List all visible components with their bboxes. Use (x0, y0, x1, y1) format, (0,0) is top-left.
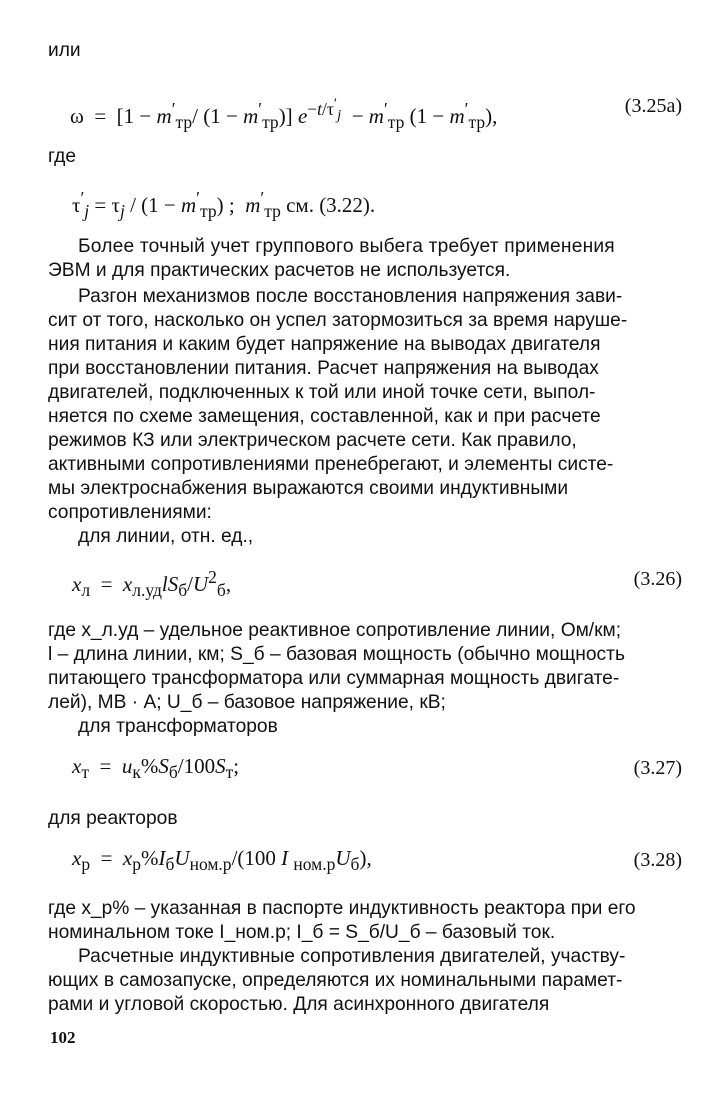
text-line: ЭВМ и для практических расчетов не используется. (48, 260, 511, 281)
text-line: где (48, 146, 77, 167)
text-line: питающего трансформатора или суммарная мощность двигате- (48, 668, 620, 689)
text-line: сит от того, насколько он успел затормозиться за время наруше- (48, 310, 628, 331)
text-line: ющих в самозапуске, определяются их номинальными парамет- (48, 970, 623, 991)
equation-number: (3.25а) (624, 95, 682, 117)
text-line: для линии, отн. ед., (78, 526, 254, 547)
equation-3-25a: $\omega = [1 - m'_{тр}/$ $(1 - m'_{тр})$] $e^{-t/\tau'_j} - m'_{тр}$ $(1 - m'_{тр})$, (70, 96, 498, 133)
text-line: Расчетные индуктивные сопротивления двигателей, участву- (78, 946, 626, 967)
equation-tau: $\tau'_j = \tau_j / (1 - m'_{тр})$ ; $m'_{тр}$ см. (3.22). (72, 188, 376, 222)
text-line: где x_л.уд – удельное реактивное сопротивление линии, Ом/км; (48, 620, 622, 641)
text-line: двигателей, подключенных к той или иной точке сети, выпол- (48, 382, 596, 403)
equation-3-28: $x_р = x_р\%I_бU_{ном.р}/(100$ I $_{ном.р}U_б$), (72, 846, 372, 875)
equation-number: (3.28) (633, 849, 682, 871)
text-line: Разгон механизмов после восстановления напряжения зави- (78, 286, 623, 307)
text-line: где x_р% – указанная в паспорте индуктивность реактора при его (48, 898, 636, 919)
text-line: няется по схеме замещения, составленной, как и при расчете (48, 406, 601, 427)
equation-number: (3.26) (633, 568, 682, 590)
text-line: рами и угловой скоростью. Для асинхронного двигателя (48, 994, 550, 1015)
text-line: мы электроснабжения выражаются своими индуктивными (48, 478, 569, 499)
text-line: режимов КЗ или электрическом расчете сети. Как правило, (48, 430, 577, 451)
equation-number: (3.27) (633, 757, 682, 779)
text-line: Более точный учет группового выбега требует применения (78, 236, 615, 257)
text-line: для трансформаторов (78, 716, 278, 737)
text-line: для реакторов (48, 808, 178, 829)
text-line: лей), МВ · А; U_б – базовое напряжение, кВ; (48, 692, 446, 713)
text-line: или (48, 40, 81, 61)
page-number: 102 (50, 1028, 76, 1047)
text-line: при восстановлении питания. Расчет напряжения на выводах (48, 358, 599, 379)
text-line: номинальном токе I_ном.р; I_б = S_б/U_б – базовый ток. (48, 922, 556, 943)
text-line: ния питания и каким будет напряжение на выводах двигателя (48, 334, 601, 355)
equation-3-26: $x_л = x_{л.уд}lS_б/U^2_б$, (72, 567, 232, 601)
text-line: активными сопротивлениями пренебрегают, и элементы систе- (48, 454, 614, 475)
text-line: l – длина линии, км; S_б – базовая мощность (обычно мощность (48, 644, 625, 665)
equation-3-27: $x_т = u_к\%S_б/100S_т$; (72, 754, 240, 783)
text-line: сопротивлениями: (48, 502, 212, 523)
